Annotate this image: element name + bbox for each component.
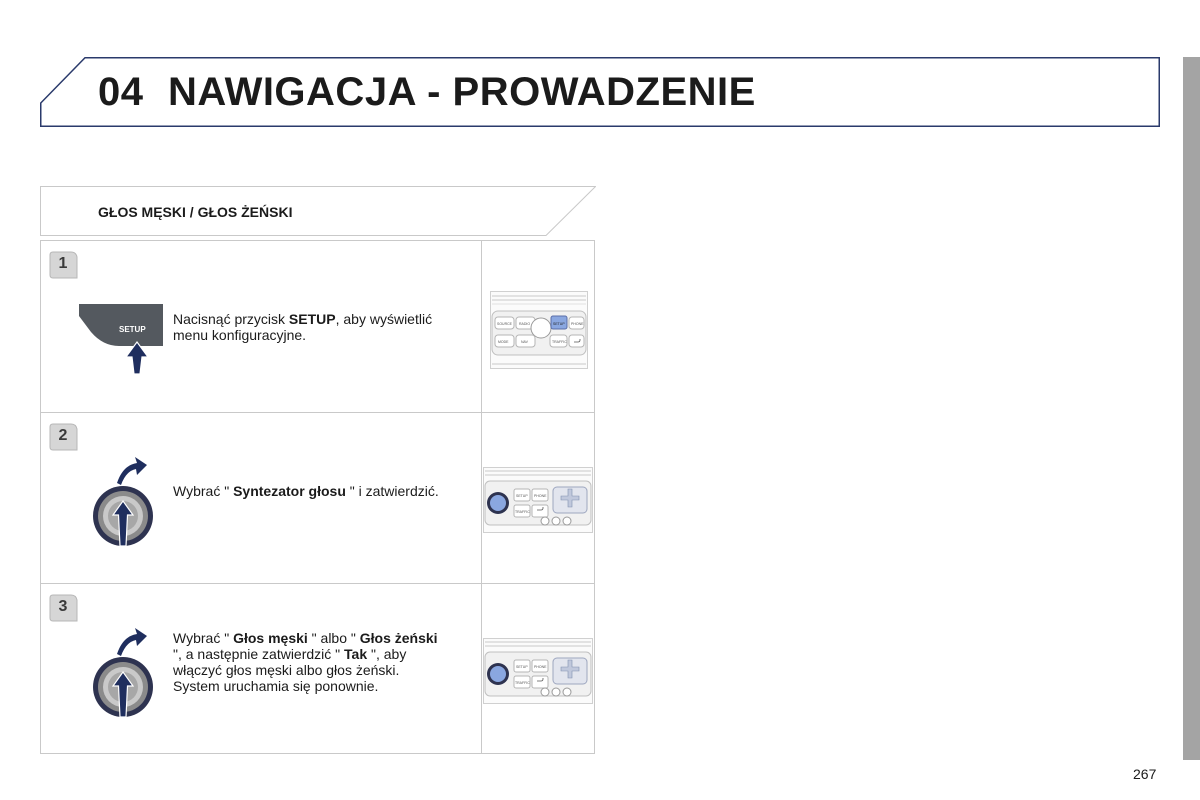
step-badge-1 bbox=[49, 251, 79, 279]
step-instruction-1: Nacisnąć przycisk SETUP, aby wyświetlić menu konfiguracyjne. bbox=[173, 311, 433, 343]
chapter-number: 04 bbox=[98, 70, 144, 114]
svg-text:MODE: MODE bbox=[498, 340, 509, 344]
svg-text:PHONE: PHONE bbox=[534, 494, 547, 498]
step-row-3 bbox=[41, 583, 594, 755]
step-row-2 bbox=[41, 412, 594, 584]
side-tab bbox=[1183, 57, 1200, 760]
step-instruction-2: Wybrać " Syntezator głosu " i zatwierdzić. bbox=[173, 483, 439, 499]
svg-text:PHONE: PHONE bbox=[571, 322, 584, 326]
chapter-title: NAWIGACJA - PROWADZENIE bbox=[168, 70, 756, 114]
setup-button-icon bbox=[79, 304, 163, 376]
control-panel-knob-icon bbox=[483, 467, 593, 533]
step-number: 1 bbox=[58, 255, 68, 272]
step-number: 3 bbox=[58, 598, 68, 615]
step-row-1 bbox=[41, 241, 594, 412]
svg-text:SETUP: SETUP bbox=[516, 494, 528, 498]
svg-text:TRAFFIC: TRAFFIC bbox=[515, 510, 530, 514]
step-instruction-3: Wybrać " Głos męski " albo " Głos żeński ", a następnie zatwierdzić " Tak ", aby włączyć głos męski albo głos żeński. System uruchamia się ponownie. bbox=[173, 630, 438, 694]
svg-text:SOURCE: SOURCE bbox=[497, 322, 512, 326]
rotary-knob-icon bbox=[89, 453, 159, 549]
rotary-knob-icon bbox=[89, 624, 159, 720]
svg-text:NAV: NAV bbox=[521, 340, 528, 344]
section-title: GŁOS MĘSKI / GŁOS ŻEŃSKI bbox=[98, 204, 293, 220]
svg-text:TRAFFIC: TRAFFIC bbox=[515, 681, 530, 685]
step-badge-2 bbox=[49, 423, 79, 451]
svg-text:SETUP: SETUP bbox=[516, 665, 528, 669]
step-number: 2 bbox=[58, 427, 68, 444]
page-number: 267 bbox=[1133, 766, 1157, 782]
steps-table bbox=[40, 240, 595, 754]
svg-text:PHONE: PHONE bbox=[534, 665, 547, 669]
step-badge-3 bbox=[49, 594, 79, 622]
svg-text:TRAFFIC: TRAFFIC bbox=[552, 340, 567, 344]
svg-text:SETUP: SETUP bbox=[553, 322, 565, 326]
control-panel-knob-icon bbox=[483, 638, 593, 704]
control-panel-setup-icon bbox=[490, 291, 588, 369]
svg-text:RADIO: RADIO bbox=[519, 322, 531, 326]
setup-icon-label: SETUP bbox=[119, 325, 146, 334]
